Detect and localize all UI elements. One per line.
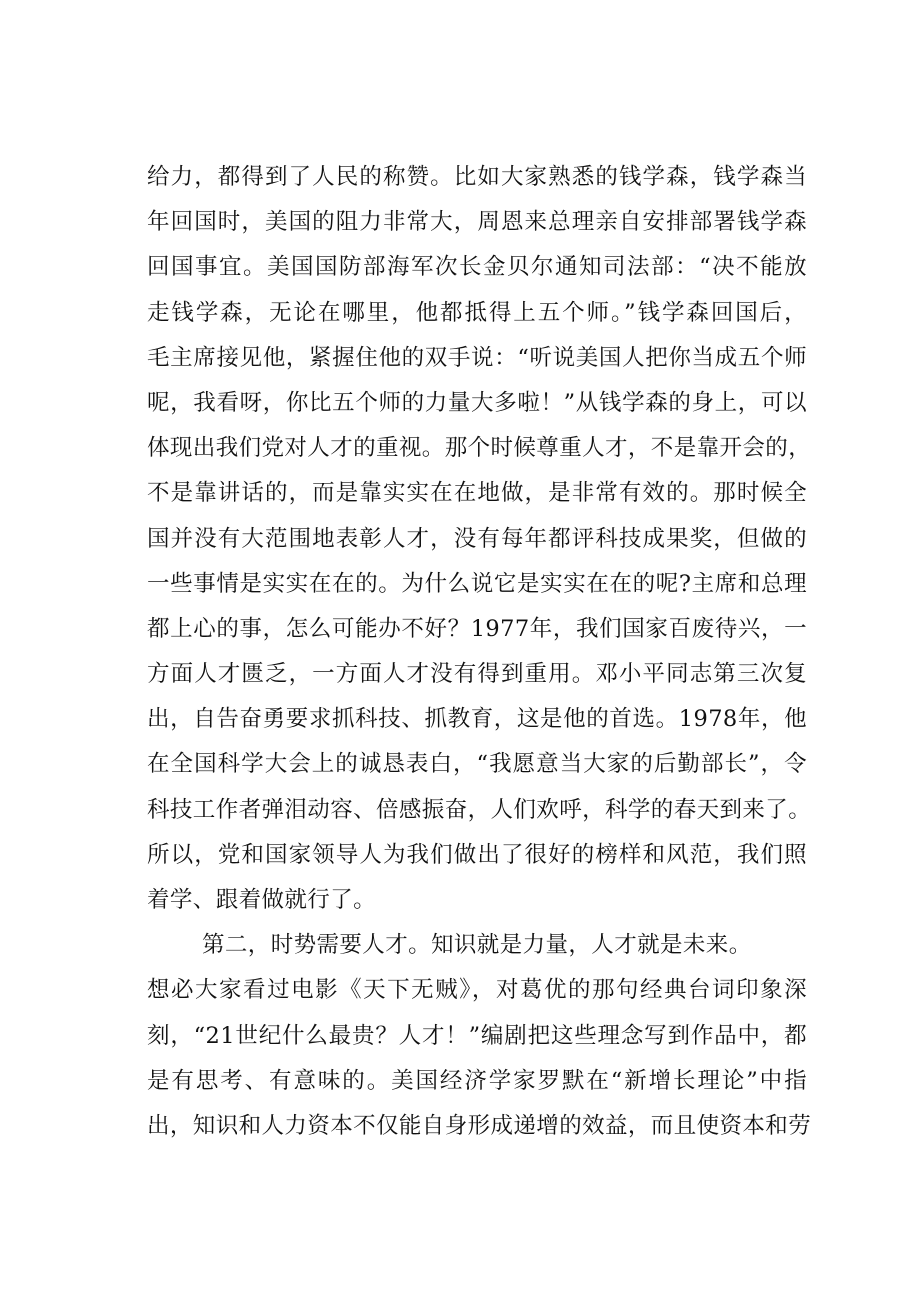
text-line: 年回国时，美国的阻力非常大，周恩来总理亲自安排部署钱学森 — [147, 209, 807, 236]
section-heading-line: 第二，时势需要人才。知识就是力量，人才就是未来。 — [202, 932, 752, 959]
text-line: 体现出我们党对人才的重视。那个时候尊重人才，不是靠开会的， — [147, 435, 812, 462]
text-line: 都上心的事，怎么可能办不好？1977年，我们国家百废待兴，一 — [147, 615, 807, 642]
text-line: 不是靠讲话的，而是靠实实在在地做，是非常有效的。那时候全 — [147, 480, 807, 507]
text-line: 走钱学森，无论在哪里，他都抵得上五个师。”钱学森回国后， — [147, 299, 807, 326]
text-line: 科技工作者弹泪动容、倍感振奋，人们欢呼，科学的春天到来了。 — [147, 796, 812, 823]
text-line: 出，自告奋勇要求抓科技、抓教育，这是他的首选。1978年，他 — [147, 706, 807, 733]
text-line: 着学、跟着做就行了。 — [147, 887, 377, 913]
text-line: 所以，党和国家领导人为我们做出了很好的榜样和风范，我们照 — [147, 841, 807, 868]
text-line: 毛主席接见他，紧握住他的双手说：“听说美国人把你当成五个师 — [147, 344, 807, 371]
text-line: 一些事情是实实在在的。为什么说它是实实在在的呢?主席和总理 — [147, 570, 807, 597]
text-line: 在全国科学大会上的诚恳表白，“我愿意当大家的后勤部长”，令 — [147, 751, 807, 778]
body-text — [147, 155, 812, 1149]
text-line: 回国事宜。美国国防部海军次长金贝尔通知司法部：“决不能放 — [147, 254, 807, 281]
text-line: 方面人才匮乏，一方面人才没有得到重用。邓小平同志第三次复 — [147, 661, 807, 688]
text-line: 是有思考、有意味的。美国经济学家罗默在“新增长理论”中指 — [147, 1067, 807, 1094]
text-line: 想必大家看过电影《天下无贼》，对葛优的那句经典台词印象深 — [147, 977, 807, 1004]
text-line: 刻，“21世纪什么最贵？人才！”编剧把这些理念写到作品中，都 — [147, 1022, 807, 1049]
text-line: 出，知识和人力资本不仅能自身形成递增的效益，而且使资本和劳 — [147, 1112, 812, 1139]
text-line: 给力，都得到了人民的称赞。比如大家熟悉的钱学森，钱学森当 — [147, 164, 807, 190]
text-line: 国并没有大范围地表彰人才，没有每年都评科技成果奖，但做的 — [147, 525, 807, 552]
text-line: 呢，我看呀，你比五个师的力量大多啦！”从钱学森的身上，可以 — [147, 389, 807, 416]
